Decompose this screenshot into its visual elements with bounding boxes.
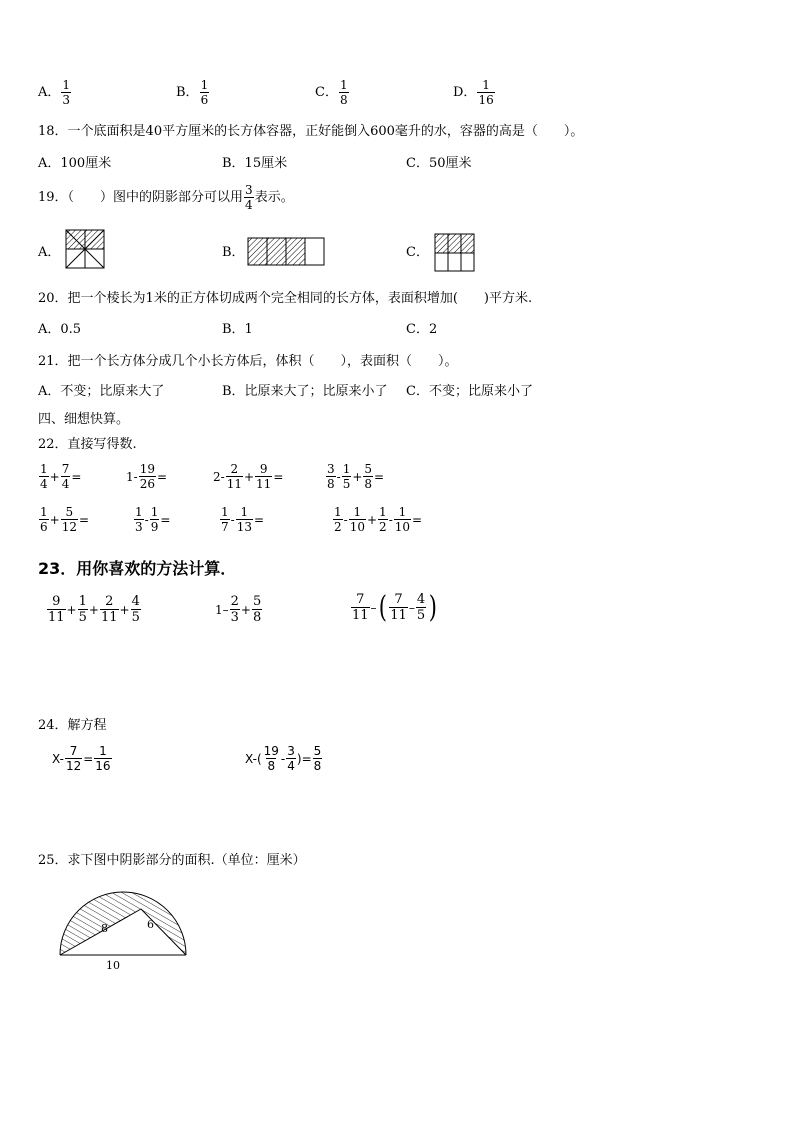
q21-option-a: A．不变；比原来大了 xyxy=(38,384,165,399)
q19-option-b-figure xyxy=(247,237,327,267)
q21-option-b: B．比原来大了；比原来小了 xyxy=(222,384,388,399)
q17-option-d: D． $\frac{1}{16}$ xyxy=(453,78,494,107)
q25-label-10: 10 xyxy=(106,959,120,972)
section-4-title: 四、细想快算。 xyxy=(38,412,130,427)
q19-option-b-label: B． xyxy=(222,245,245,260)
q23-expr-2: 1 – $\frac{2}{3}$ + $\frac{5}{8}$ xyxy=(215,594,262,625)
q22-r2-e3: $\frac{1}{7}$ - $\frac{1}{13}$ = xyxy=(221,505,265,534)
q25-figure xyxy=(55,860,195,975)
q22-r1-e1: $\frac{1}{4}$ + $\frac{7}{4}$ = xyxy=(40,462,82,491)
q19-text: 19．（ ）图中的阴影部分可以用 $\frac{3}{4}$ 表示。 xyxy=(38,183,294,212)
q22-r1-e3: 2- $\frac{2}{11}$ + $\frac{9}{11}$ = xyxy=(213,462,284,491)
q20-option-c: C．2 xyxy=(406,322,438,337)
q19-option-a-label: A． xyxy=(38,245,61,260)
q18-option-b: B．15厘米 xyxy=(222,156,288,171)
q24-title: 24．解方程 xyxy=(38,718,107,733)
q22-r1-e2: 1- $\frac{19}{26}$ = xyxy=(126,462,168,491)
q20-option-b: B．1 xyxy=(222,322,253,337)
q22-r1-e4: $\frac{3}{8}$ - $\frac{1}{5}$ + $\frac{5}{8}$ = xyxy=(327,462,385,491)
q19-option-c-figure xyxy=(434,233,476,273)
q17-option-b: B． $\frac{1}{6}$ xyxy=(176,78,209,107)
q25-label-6: 6 xyxy=(147,918,154,931)
q22-r2-e2: $\frac{1}{3}$ - $\frac{1}{9}$ = xyxy=(135,505,171,534)
q19-option-a-figure xyxy=(65,229,105,269)
q22-r2-e4: $\frac{1}{2}$ - $\frac{1}{10}$ + $\frac{1}{2}$ - $\frac{1}{10}$ = xyxy=(334,505,423,534)
q19-option-c-label: C． xyxy=(406,245,429,260)
q23-expr-1: $\frac{9}{11}$ + $\frac{1}{5}$ + $\frac{2}{11}$ + $\frac{4}{5}$ xyxy=(48,594,140,625)
q17-option-a: A． $\frac{1}{3}$ xyxy=(38,78,71,107)
q21-text: 21．把一个长方体分成几个小长方体后，体积（ ），表面积（ ）。 xyxy=(38,354,458,369)
q18-text: 18．一个底面积是40平方厘米的长方体容器，正好能倒入600毫升的水，容器的高是（ ）。 xyxy=(38,124,584,139)
q24-eq-2: X-( $\frac{19}{8}$ - $\frac{3}{4}$ )= $\frac{5}{8}$ xyxy=(245,744,322,773)
q18-option-a: A．100厘米 xyxy=(38,156,112,171)
q24-eq-1: X- $\frac{7}{12}$ = $\frac{1}{16}$ xyxy=(52,744,111,773)
q23-title: 23．用你喜欢的方法计算． xyxy=(38,559,237,578)
q18-option-c: C．50厘米 xyxy=(406,156,472,171)
q17-option-c: C． $\frac{1}{8}$ xyxy=(315,78,348,107)
q22-title: 22．直接写得数. xyxy=(38,437,137,452)
q21-option-c: C．不变；比原来小了 xyxy=(406,384,533,399)
q22-r2-e1: $\frac{1}{6}$ + $\frac{5}{12}$ = xyxy=(40,505,90,534)
q23-expr-3: $\frac{7}{11}$ – ( $\frac{7}{11}$ – $\frac{4}{5}$ ) xyxy=(352,589,438,625)
q25-title: 25．求下图中阴影部分的面积.（单位：厘米） xyxy=(38,853,306,868)
q25-label-8: 8 xyxy=(101,922,108,935)
q20-text: 20．把一个棱长为1米的正方体切成两个完全相同的长方体，表面积增加( )平方米. xyxy=(38,291,533,306)
q20-option-a: A．0.5 xyxy=(38,322,82,337)
